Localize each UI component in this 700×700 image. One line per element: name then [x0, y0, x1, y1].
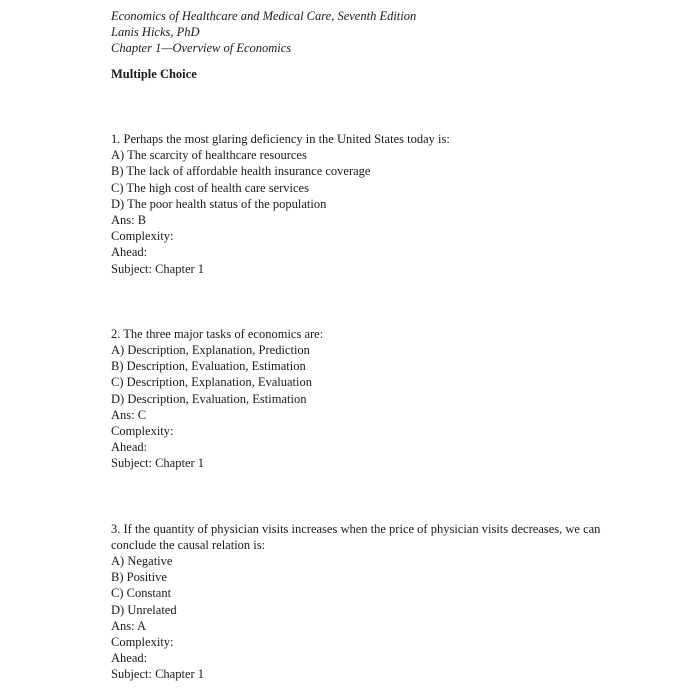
book-title: Economics of Healthcare and Medical Care, Seventh Edition: [111, 9, 417, 23]
option-b: B) The lack of affordable health insurance coverage: [111, 164, 371, 179]
ahead-line: Ahead:: [111, 245, 148, 260]
option-d: D) The poor health status of the population: [111, 196, 327, 211]
complexity-line: Complexity:: [111, 635, 174, 650]
author-name: Lanis Hicks, PhD: [111, 25, 200, 39]
complexity-line: Complexity:: [111, 424, 174, 439]
option-b: B) Description, Evaluation, Estimation: [111, 359, 306, 374]
option-c: C) Description, Explanation, Evaluation: [111, 375, 312, 390]
question-text: 2. The three major tasks of economics are:: [111, 326, 324, 341]
option-d: D) Description, Evaluation, Estimation: [111, 391, 307, 406]
option-a: A) The scarcity of healthcare resources: [111, 148, 307, 163]
answer-line: Ans: A: [111, 618, 147, 633]
question-3: [111, 521, 671, 683]
chapter-title: Chapter 1—Overview of Economics: [111, 41, 292, 55]
question-1: [111, 131, 671, 277]
ahead-line: Ahead:: [111, 651, 148, 666]
subject-line: Subject: Chapter 1: [111, 456, 205, 471]
option-d: D) Unrelated: [111, 602, 177, 617]
question-text: 3. If the quantity of physician visits increases when the price of physician visits decreases, we can conclude the causal relation is:: [111, 521, 601, 552]
option-b: B) Positive: [111, 570, 167, 585]
subject-line: Subject: Chapter 1: [111, 261, 205, 276]
option-c: C) Constant: [111, 586, 172, 601]
option-a: A) Description, Explanation, Prediction: [111, 343, 310, 358]
subject-line: Subject: Chapter 1: [111, 667, 205, 682]
document-page: [111, 8, 671, 683]
complexity-line: Complexity:: [111, 229, 174, 244]
question-text: 1. Perhaps the most glaring deficiency in the United States today is:: [111, 132, 450, 146]
ahead-line: Ahead:: [111, 440, 148, 455]
answer-line: Ans: B: [111, 213, 147, 228]
option-c: C) The high cost of health care services: [111, 180, 309, 195]
section-title: Multiple Choice: [111, 67, 197, 81]
answer-line: Ans: C: [111, 407, 147, 422]
option-a: A) Negative: [111, 554, 173, 569]
question-2: [111, 326, 671, 472]
